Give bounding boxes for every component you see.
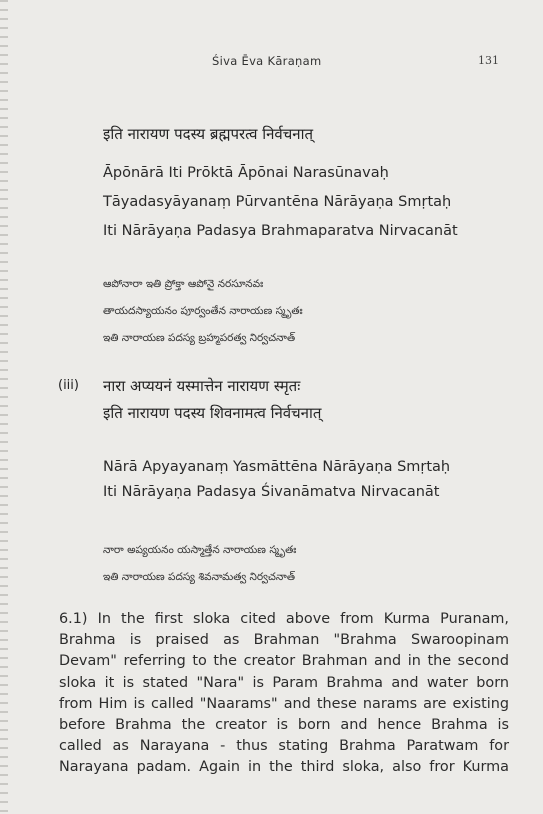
paragraph-line: from Him is called "Naarams" and these narams are existing	[59, 695, 509, 712]
transliteration-line: Nārā Apyayanaṃ Yasmāttēna Nārāyaṇa Smṛtaḥ	[103, 459, 451, 475]
telugu-verse-line: ఇతి నారాయణ పదస్య శివనామత్వ నిర్వచనాత్	[103, 571, 295, 583]
telugu-verse-line: ఆపోనారా ఇతి ప్రోక్తా ఆపోనై నరసూనవః	[103, 278, 264, 290]
commentary-paragraph	[59, 609, 509, 779]
telugu-verse-line: తాయదస్యాయనం పూర్వంతేన నారాయణ స్మృతః	[103, 305, 303, 317]
transliteration-line: Āpōnārā Iti Prōktā Āpōnai Narasūnavaḥ	[103, 165, 389, 181]
sanskrit-verse-line: इति नारायण पदस्य शिवनामत्व निर्वचनात्	[103, 404, 322, 422]
transliteration-line: Tāyadasyāyanaṃ Pūrvantēna Nārāyaṇa Smṛtaḥ	[103, 194, 452, 210]
transliteration-line: Iti Nārāyaṇa Padasya Śivanāmatva Nirvacanāt	[103, 484, 440, 500]
page-number: 131	[478, 54, 499, 67]
transliteration-line: Iti Nārāyaṇa Padasya Brahmaparatva Nirvacanāt	[103, 223, 458, 239]
running-header-title: Śiva Ēva Kāraṇam	[212, 54, 322, 68]
paragraph-line: 6.1) In the first sloka cited above from Kurma Puranam,	[59, 611, 509, 627]
paragraph-line: called as Narayana - thus stating Brahma Paratwam for	[59, 738, 509, 755]
telugu-verse-line: నారా అప్యయనం యస్మాత్తేన నారాయణ స్మృతః	[103, 544, 297, 556]
sanskrit-verse-line: इति नारायण पदस्य ब्रह्मपरत्व निर्वचनात्	[103, 125, 314, 143]
telugu-verse-line: ఇతి నారాయణ పదస్య బ్రహ్మపరత్వ నిర్వచనాత్	[103, 332, 296, 344]
verse-number-marker: (iii)	[58, 378, 79, 393]
page-binding-edge	[0, 0, 8, 814]
sanskrit-verse-line: नारा अप्ययनं यस्मात्तेन नारायण स्मृतः	[103, 377, 301, 395]
paragraph-line: before Brahma the creator is born and hence Brahma is	[59, 717, 509, 734]
paragraph-line: sloka it is stated "Nara" is Param Brahma and water born	[59, 674, 509, 691]
paragraph-line: Devam" referring to the creator Brahman and in the second	[59, 653, 509, 670]
paragraph-line: Narayana padam. Again in the third sloka, also fror Kurma	[59, 759, 509, 776]
paragraph-line: Brahma is praised as Brahman "Brahma Swaroopinam	[59, 632, 509, 649]
